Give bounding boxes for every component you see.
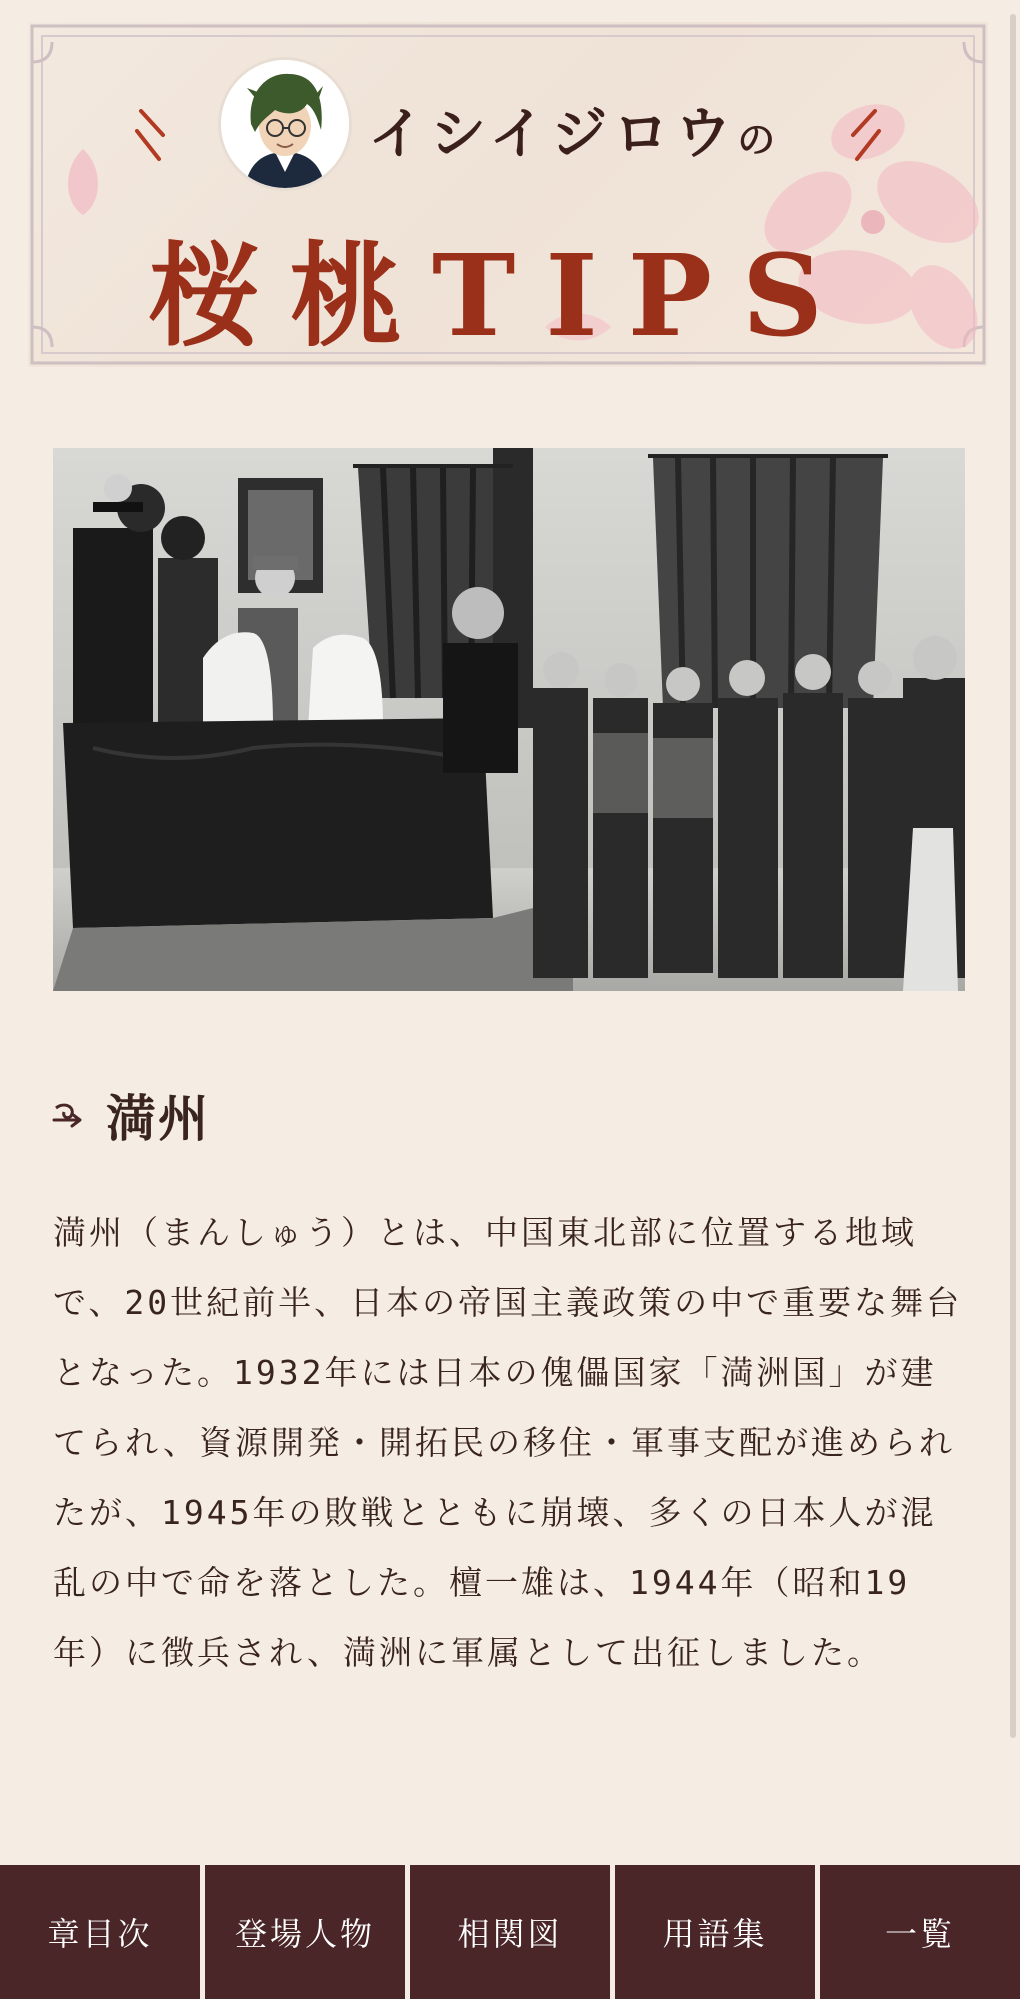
page-title: 桜桃TIPS (148, 231, 853, 362)
nav-list-button[interactable]: 一覧 (820, 1865, 1020, 1999)
petal-left-decoration (58, 147, 108, 217)
historical-photo (53, 448, 965, 991)
header-author-name: イシイジロウ (368, 101, 738, 167)
term-heading (50, 1080, 210, 1150)
header-author (368, 90, 775, 170)
swirl-bullet-icon (50, 1098, 84, 1132)
character-avatar (218, 57, 352, 191)
header-particle: の (737, 117, 776, 162)
accent-tick-left (133, 107, 173, 167)
header-banner (28, 22, 988, 367)
term-title: 満州 (106, 1089, 210, 1148)
scrollbar[interactable] (1010, 14, 1016, 1738)
nav-glossary-button[interactable]: 用語集 (615, 1865, 815, 1999)
term-description: 満州（まんしゅう）とは、中国東北部に位置する地域で、20世紀前半、日本の帝国主義政策の中で重要な舞台となった。1932年には日本の傀儡国家「満洲国」が建てられ、資源開発・開拓民の移住・軍事支配が進められたが、1945年の敗戦とともに崩壊、多くの日本人が混乱の中で命を落とした。檀一雄は、1944年（昭和19年）に徴兵され、満洲に軍属として出征しました。 (53, 1213, 963, 1672)
nav-chapter-index-button[interactable]: 章目次 (0, 1865, 200, 1999)
nav-relationship-chart-button[interactable]: 相関図 (410, 1865, 610, 1999)
bottom-nav (0, 1865, 1020, 1999)
nav-characters-button[interactable]: 登場人物 (205, 1865, 405, 1999)
accent-tick-right (843, 107, 883, 167)
photo-illustration (53, 448, 965, 991)
avatar-illustration (221, 60, 349, 188)
